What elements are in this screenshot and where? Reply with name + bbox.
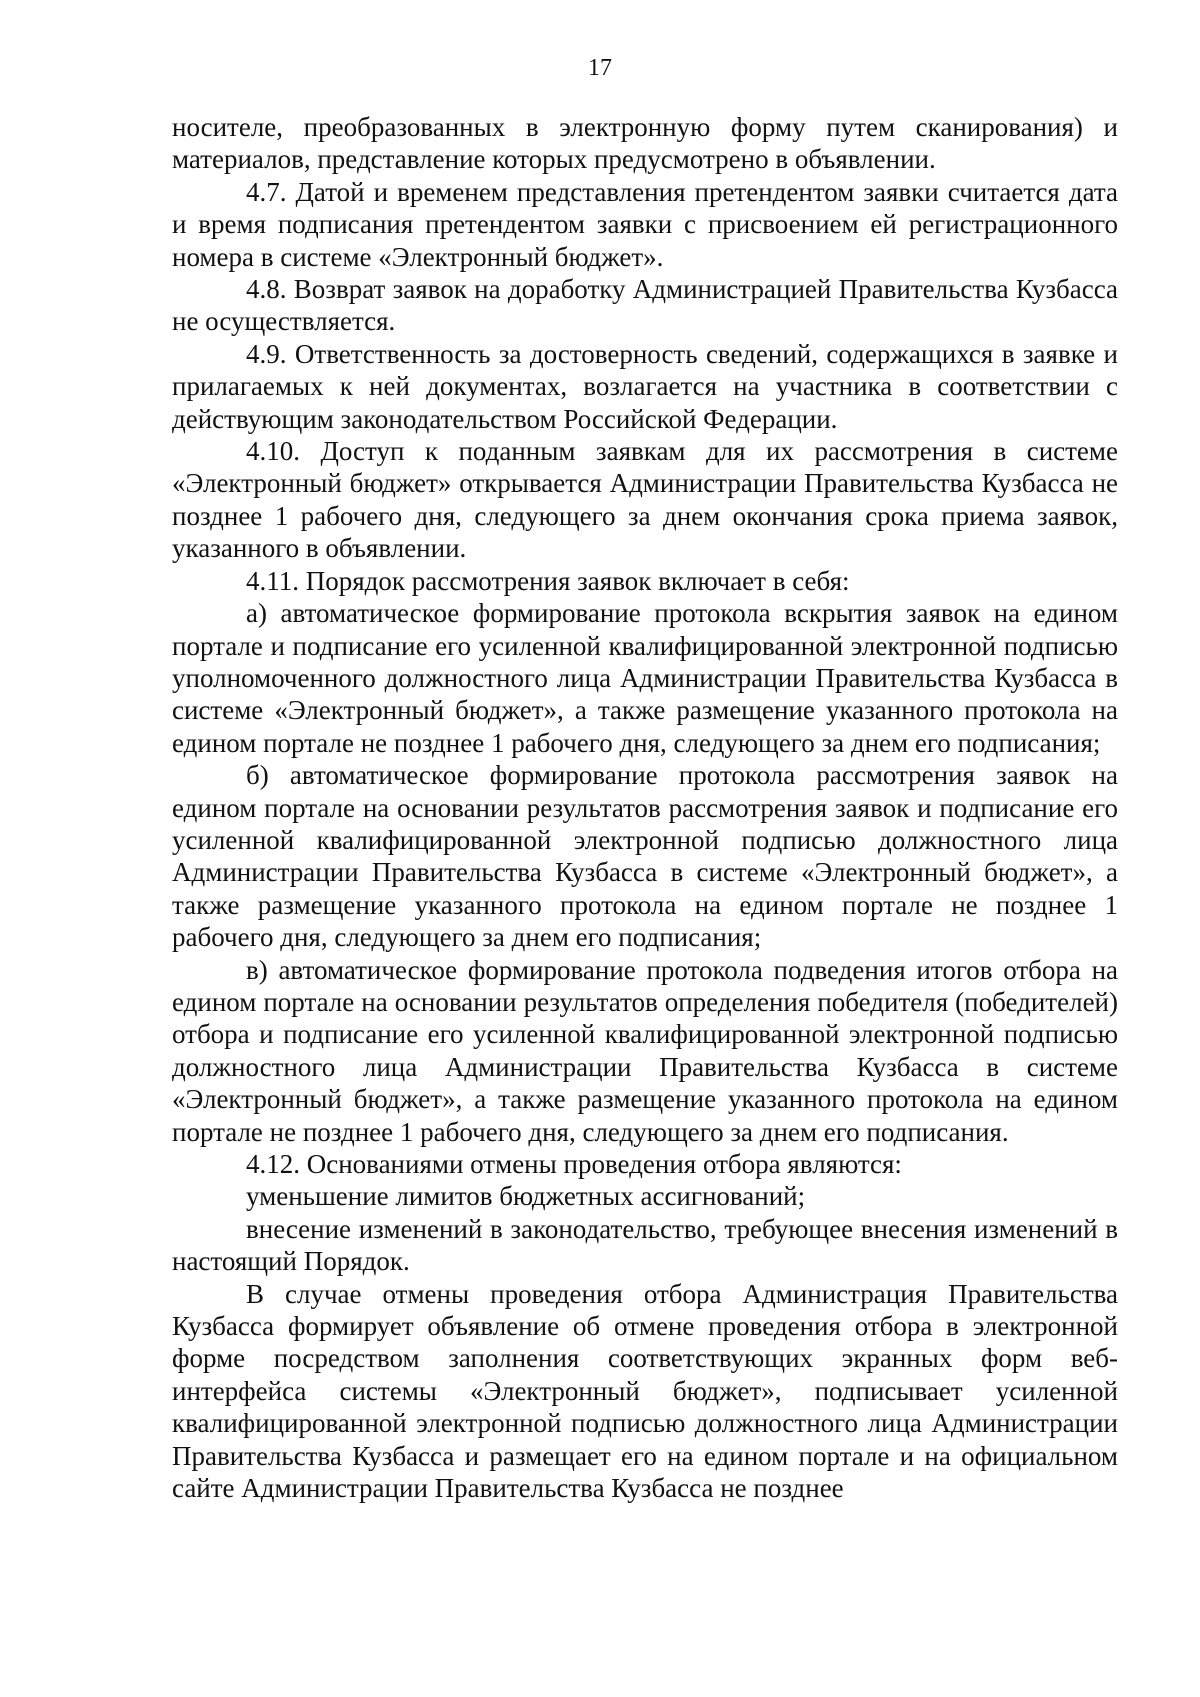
paragraph-continuation: носителе, преобразованных в электронную форму путем сканирования) и материалов, представление которых предусмотрено в объявлении. (172, 112, 1118, 175)
paragraph-4-12: 4.12. Основаниями отмены проведения отбора являются: (246, 1149, 902, 1179)
document-body (172, 111, 1118, 1504)
paragraph-4-11: 4.11. Порядок рассмотрения заявок включает в себя: (246, 565, 850, 596)
paragraph-4-9: 4.9. Ответственность за достоверность сведений, содержащихся в заявке и прилагаемых к ней документах, возлагается на участника в соответствии с действующим законодательством Российской Федерации. (172, 338, 1118, 434)
paragraph-4-11-b: б) автоматическое формирование протокола рассмотрения заявок на едином портале на основании результатов рассмотрения заявок и подписание его усиленной квалифицированной электронной подписью должностного лица Администрации Правительства Кузбасса в системе «Электронный бюджет», а также размещение указанного протокола на едином портале не позднее 1 рабочего дня, следующего за днем его подписания; (172, 760, 1118, 953)
paragraph-4-11-a: а) автоматическое формирование протокола вскрытия заявок на едином портале и подписание его усиленной квалифицированной электронной подписью уполномоченного должностного лица Администрации Правительства Кузбасса в системе «Электронный бюджет», а также размещение указанного протокола на едином портале не позднее 1 рабочего дня, следующего за днем его подписания; (172, 598, 1118, 758)
paragraph-4-12-item-1: уменьшение лимитов бюджетных ассигнований; (246, 1181, 806, 1212)
paragraph-4-7: 4.7. Датой и временем представления претендентом заявки считается дата и время подписания претендентом заявки с присвоением ей регистрационного номера в системе «Электронный бюджет». (172, 176, 1118, 272)
paragraph-4-8: 4.8. Возврат заявок на доработку Администрацией Правительства Кузбасса не осуществляется. (172, 274, 1118, 337)
paragraph-4-10: 4.10. Доступ к поданным заявкам для их рассмотрения в системе «Электронный бюджет» открывается Администрации Правительства Кузбасса не позднее 1 рабочего дня, следующего за днем окончания срока приема заявок, указанного в объявлении. (172, 436, 1118, 564)
paragraph-4-11-v: в) автоматическое формирование протокола подведения итогов отбора на едином портале на основании результатов определения победителя (победителей) отбора и подписание его усиленной квалифицированной электронной подписью должностного лица Администрации Правительства Кузбасса в системе «Электронный бюджет», а также размещение указанного протокола на едином портале не позднее 1 рабочего дня, следующего за днем его подписания. (172, 954, 1118, 1147)
paragraph-cancellation: В случае отмены проведения отбора Администрация Правительства Кузбасса формирует объявление об отмене проведения отбора в электронной форме посредством заполнения соответствующих экранных форм веб-интерфейса системы «Электронный бюджет», подписывает усиленной квалифицированной электронной подписью должностного лица Администрации Правительства Кузбасса и размещает его на едином портале и на официальном сайте Администрации Правительства Кузбасса не позднее (172, 1278, 1118, 1504)
page-number: 17 (588, 55, 612, 81)
paragraph-4-12-item-2: внесение изменений в законодательство, требующее внесения изменений в настоящий Порядок. (172, 1213, 1118, 1277)
